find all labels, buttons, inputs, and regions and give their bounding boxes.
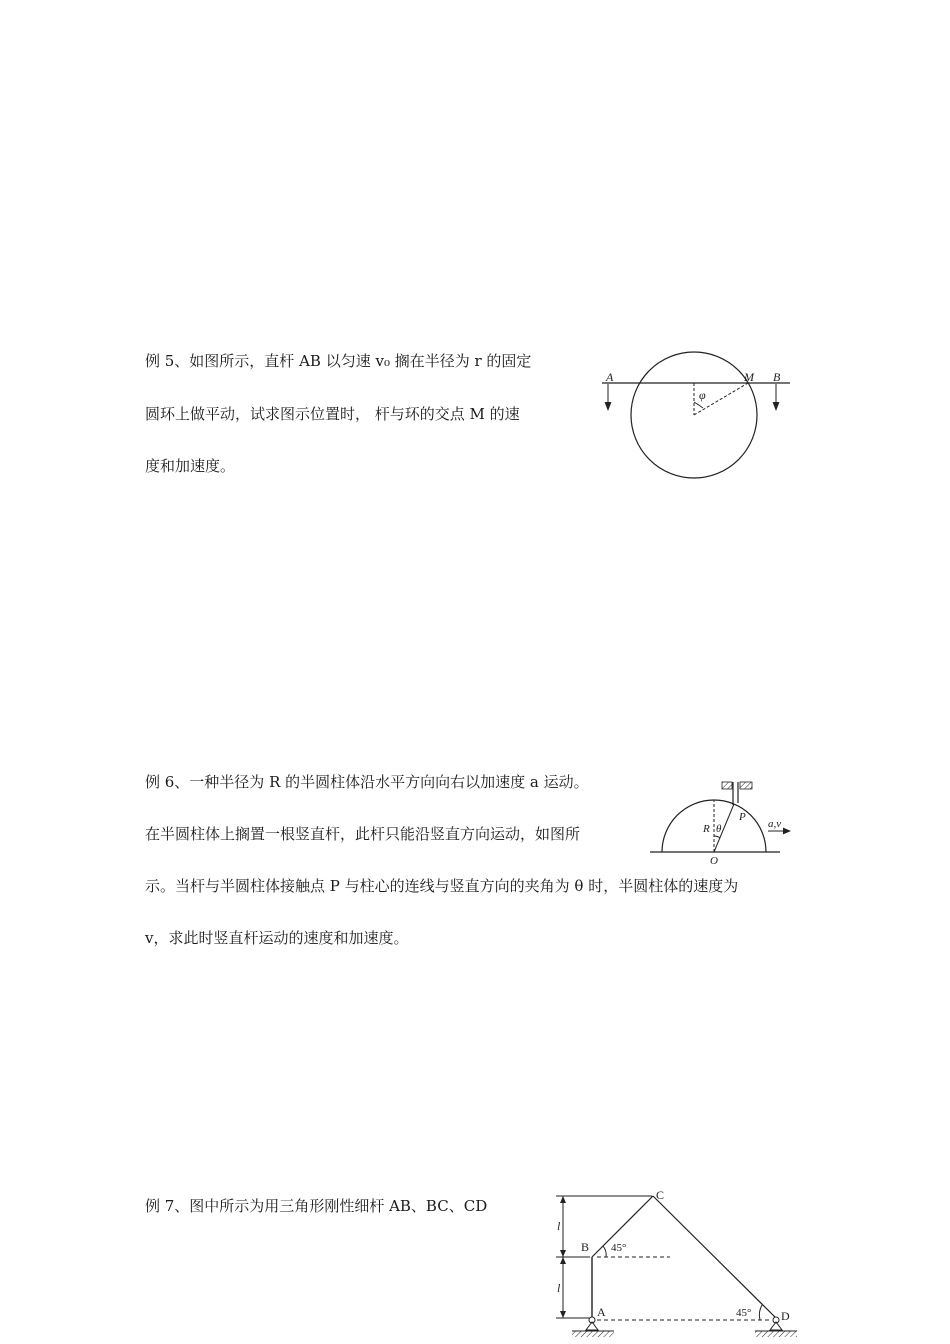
- dim-arrow-1: [560, 1196, 566, 1203]
- label-phi: φ: [699, 388, 706, 402]
- label-a: A: [597, 1305, 606, 1319]
- label-b: B: [581, 1240, 590, 1254]
- rod-cd: [653, 1196, 776, 1318]
- label-l-lower: l: [557, 1281, 561, 1295]
- ex5-line-2: 圆环上做平动，试求图示位置时， 杆与环的交点 M 的速: [145, 405, 520, 423]
- ground-a-hatch: [572, 1331, 614, 1337]
- angle-arc-b: [603, 1246, 606, 1257]
- angle-arc-d: [759, 1305, 762, 1320]
- label-o: O: [710, 855, 718, 867]
- ex6-line-1: 例 6、一种半径为 R 的半圆柱体沿水平方向向右以加速度 a 运动。: [145, 773, 589, 791]
- label-c: C: [656, 1188, 665, 1202]
- label-angle-b: 45°: [611, 1242, 627, 1254]
- label-a: A: [606, 370, 614, 384]
- label-b: B: [773, 370, 781, 384]
- label-d: D: [781, 1309, 790, 1323]
- label-r: R: [703, 823, 710, 835]
- ex6-line-2: 在半圆柱体上搁置一根竖直杆，此杆只能沿竖直方向运动，如图所: [145, 825, 581, 843]
- dim-arrow-4: [560, 1311, 566, 1318]
- label-theta: θ: [716, 823, 722, 835]
- ex7-line-1: 例 7、图中所示为用三角形刚性细杆 AB、BC、CD: [145, 1197, 488, 1215]
- label-p: P: [739, 811, 746, 823]
- label-m: M: [744, 370, 754, 384]
- label-l-upper: l: [557, 1219, 561, 1233]
- label-av: a,v: [768, 818, 782, 830]
- label-angle-d: 45°: [736, 1307, 752, 1319]
- ex6-line-4: v，求此时竖直杆运动的速度和加速度。: [145, 929, 409, 947]
- ex5-line-3: 度和加速度。: [145, 457, 236, 475]
- ex6-line-3: 示。当杆与半圆柱体接触点 P 与柱心的连线与竖直方向的夹角为 θ 时，半圆柱体的速度为: [145, 877, 739, 895]
- ex5-line-1: 例 5、如图所示，直杆 AB 以匀速 v₀ 搁在半径为 r 的固定: [145, 352, 532, 370]
- dim-arrow-3: [560, 1257, 566, 1264]
- ground-d-hatch: [755, 1331, 797, 1337]
- dim-arrow-2: [560, 1250, 566, 1257]
